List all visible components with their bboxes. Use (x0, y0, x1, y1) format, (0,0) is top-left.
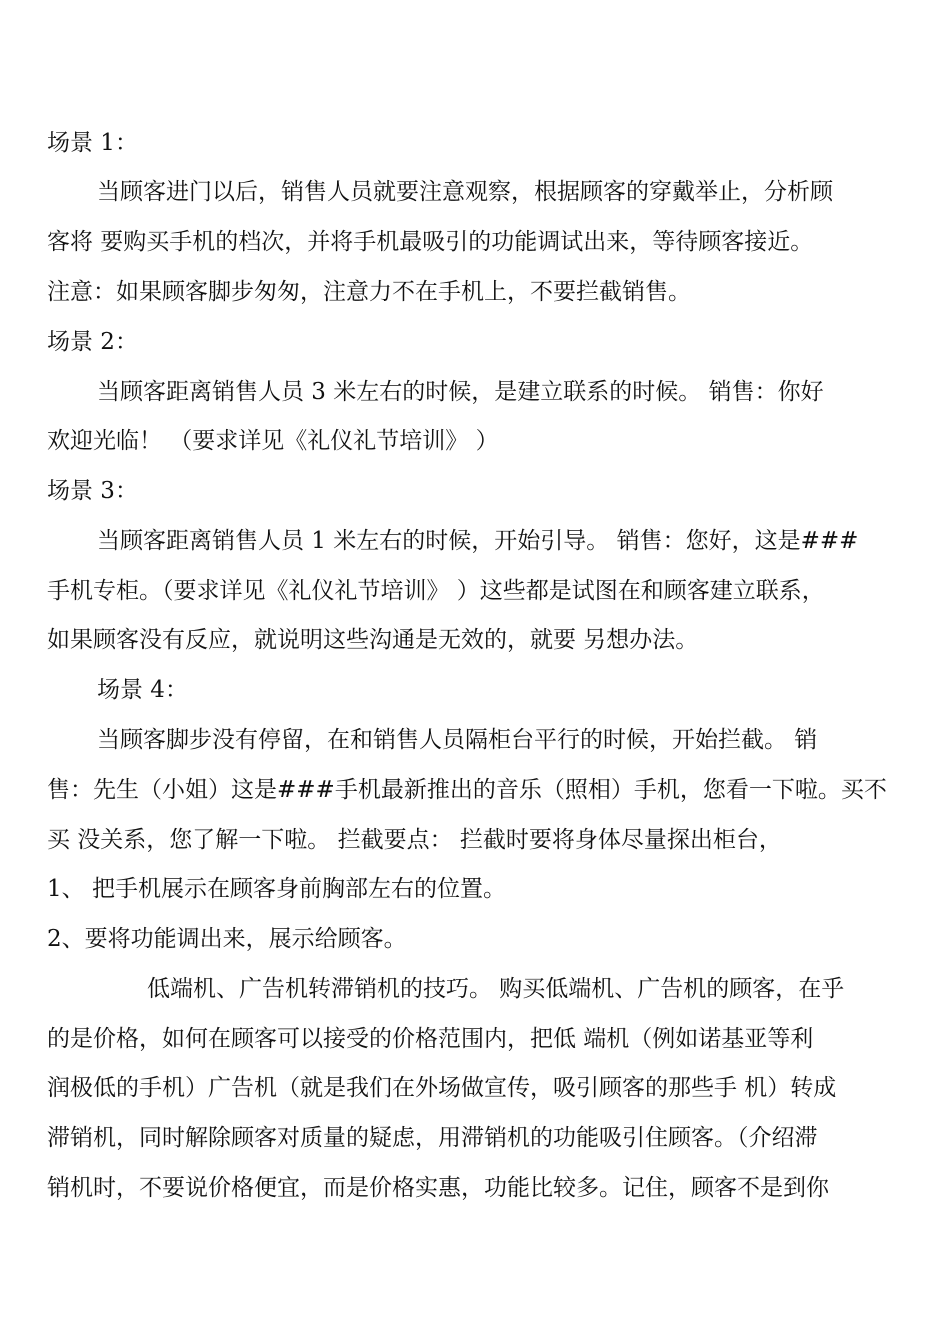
paragraph-line: 如果顾客没有反应，就说明这些沟通是无效的，就要 另想办法。 (47, 627, 699, 653)
paragraph-line: 的是价格，如何在顾客可以接受的价格范围内，把低 端机（例如诺基亚等利 (47, 1026, 814, 1052)
paragraph-line: 手机专柜。（要求详见《礼仪礼节培训》 ）这些都是试图在和顾客建立联系， (47, 578, 825, 604)
paragraph-line: 售：先生（小姐）这是###手机最新推出的音乐（照相）手机，您看一下啦。买不 (47, 777, 887, 803)
heading-scene-4: 场景 4： (97, 677, 188, 703)
paragraph-line: 当顾客进门以后，销售人员就要注意观察，根据顾客的穿戴举止，分析顾 (97, 179, 833, 205)
paragraph-line: 当顾客脚步没有停留，在和销售人员隔柜台平行的时候，开始拦截。 销 (97, 727, 818, 753)
paragraph-line: 当顾客距离销售人员 3 米左右的时候，是建立联系的时候。 销售：你好 (97, 379, 824, 405)
paragraph-line: 销机时，不要说价格便宜，而是价格实惠，功能比较多。记住，顾客不是到你 (47, 1175, 829, 1201)
paragraph-line: 买 没关系，您了解一下啦。 拦截要点： 拦截时要将身体尽量探出柜台， (47, 827, 782, 853)
paragraph-line: 滞销机，同时解除顾客对质量的疑虑，用滞销机的功能吸引住顾客。（介绍滞 (47, 1125, 818, 1151)
heading-scene-2: 场景 2： (47, 329, 138, 355)
heading-scene-1: 场景 1： (47, 130, 138, 156)
list-item: 1、 把手机展示在顾客身前胸部左右的位置。 (47, 876, 506, 902)
paragraph-line: 注意：如果顾客脚步匆匆，注意力不在手机上，不要拦截销售。 (47, 279, 691, 305)
paragraph-line: 欢迎光临！ （要求详见《礼仪礼节培训》 ） (47, 428, 499, 454)
paragraph-line: 客将 要购买手机的档次，并将手机最吸引的功能调试出来，等待顾客接近。 (47, 229, 814, 255)
list-item: 2、要将功能调出来，展示给顾客。 (47, 926, 407, 952)
heading-scene-3: 场景 3： (47, 478, 138, 504)
paragraph-line: 润极低的手机）广告机（就是我们在外场做宣传，吸引顾客的那些手 机）转成 (47, 1075, 837, 1101)
paragraph-line: 当顾客距离销售人员 1 米左右的时候，开始引导。 销售：您好，这是### (97, 528, 859, 554)
paragraph-line: 低端机、广告机转滞销机的技巧。 购买低端机、广告机的顾客，在乎 (147, 976, 845, 1002)
